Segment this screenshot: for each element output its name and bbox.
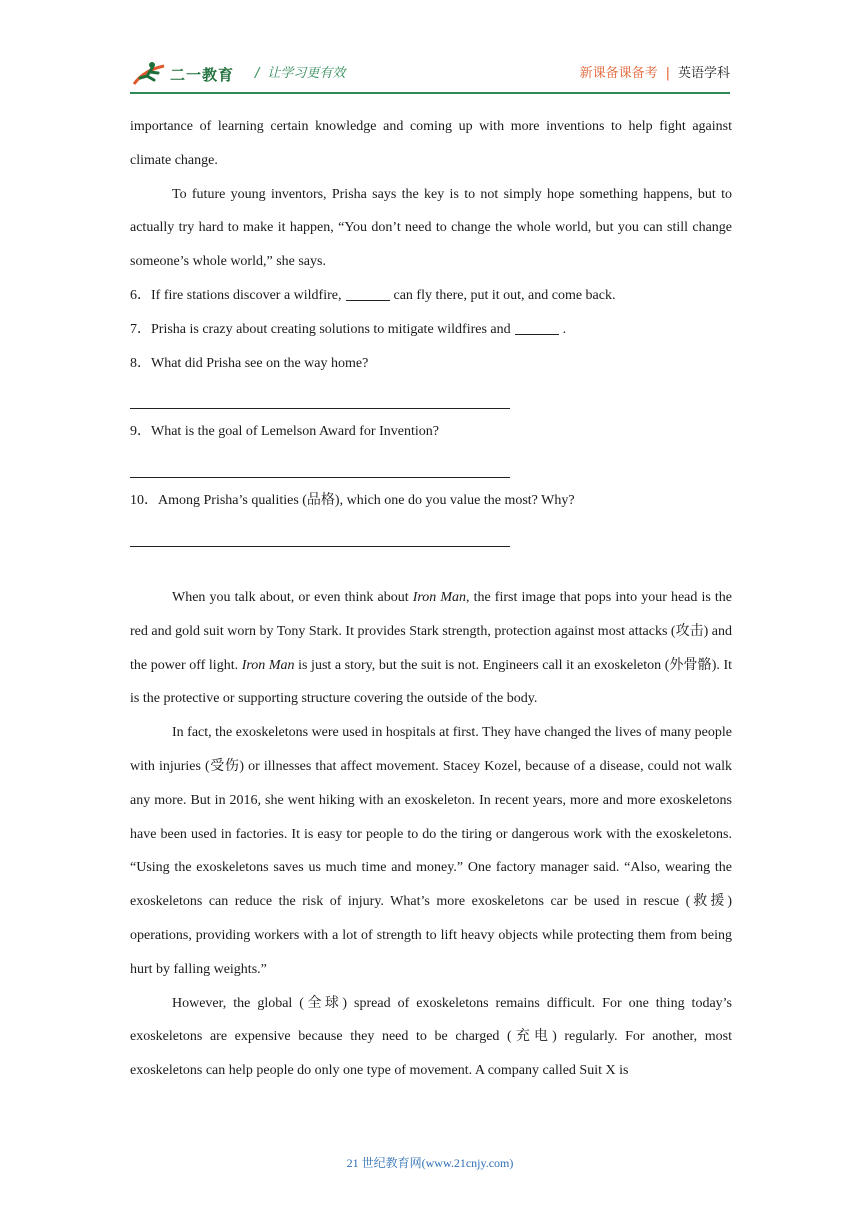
page-header [130, 52, 730, 92]
logo [130, 60, 250, 88]
question-6 [130, 279, 732, 313]
p1-text-a: When you talk about, or even think about [172, 589, 409, 605]
passage2-paragraph-2: In fact, the exoskeletons were used in hospitals at first. They have changed the lives of many people with injuries (受伤) or illnesses that affect movement. Stacey Kozel, because of a disease, could not walk any more. But in 2016, she went hiking with an exoskeleton. In recent years, more and more exoskeletons have been used in factories. It is easy tor people to do the tiring or dangerous work with the exoskeletons. “Using the exoskeletons saves us much time and money.” One factory manager said. “Also, wearing the exoskeletons can reduce the risk of injury. What’s more exoskeletons car be used in rescue (救援) operations, providing workers with a lot of strength to lift heavy objects while protecting them from being hurt by falling weights.” [130, 725, 732, 977]
header-separator: | [665, 66, 670, 81]
p1-italic-title-2: Iron Man [241, 657, 295, 673]
question-8-answer-line[interactable] [130, 380, 510, 409]
header-course-label: 新课备课备考 [579, 66, 658, 81]
question-10: 10．Among Prisha’s qualities (品格), which one do you value the most? Why? [130, 493, 575, 509]
question-9: 9．What is the goal of Lemelson Award for Invention? [130, 424, 439, 440]
question-7-text-b: . [562, 321, 567, 337]
question-6-text-a: 6．If fire stations discover a wildfire, [130, 287, 342, 303]
question-7-text-a: 7．Prisha is crazy about creating solutions to mitigate wildfires and [130, 321, 511, 337]
question-6-text-b: can fly there, put it out, and come back. [393, 287, 616, 303]
header-right [580, 62, 730, 81]
question-10-answer-line[interactable] [130, 518, 510, 547]
passage2-paragraph-3: However, the global (全球) spread of exoskeletons remains difficult. For one thing today’s exoskeletons are expensive because they need to be charged (充电) regularly. For another, most exoskeletons can help people do only one type of movement. A company called Suit X is [130, 995, 732, 1079]
question-6-blank[interactable] [346, 286, 390, 301]
slogan [255, 62, 345, 81]
document-body [130, 110, 732, 1088]
question-7 [130, 313, 732, 347]
logo-text: 二一教育 [170, 66, 235, 84]
question-9-answer-line[interactable] [130, 449, 510, 478]
header-subject-label: 英语学科 [677, 66, 730, 81]
passage2-paragraph-1 [130, 581, 732, 716]
runner-logo-icon [130, 60, 168, 88]
question-8: 8．What did Prisha see on the way home? [130, 355, 369, 371]
passage1-paragraph-1: importance of learning certain knowledge and coming up with more inventions to help fight against climate change. [130, 119, 732, 168]
passage1-paragraph-2: To future young inventors, Prisha says the key is to not simply hope something happens, but to actually try hard to make it happen, “You don’t need to change the whole world, but you can still change someone’s whole world,” she says. [130, 186, 732, 270]
slogan-text: 让学习更有效 [267, 66, 346, 81]
p1-text-c: is just a story, but the suit is not. Engineers call it an exoskeleton (外骨骼). It is the protective or supporting structure covering the outside of the body. [130, 657, 732, 707]
p1-italic-title-1: Iron Man [412, 589, 467, 605]
header-rule [130, 92, 730, 94]
slash-divider: / [255, 66, 260, 81]
page-footer: 21 世纪教育网(www.21cnjy.com) [346, 1156, 514, 1170]
question-7-blank[interactable] [515, 320, 559, 335]
p1-text-b: , the first image that pops into your head is the red and gold suit worn by Tony Stark. It provides Stark strength, protection against most attacks (攻击) and the power off light. [130, 589, 732, 673]
section-gap [130, 553, 732, 581]
